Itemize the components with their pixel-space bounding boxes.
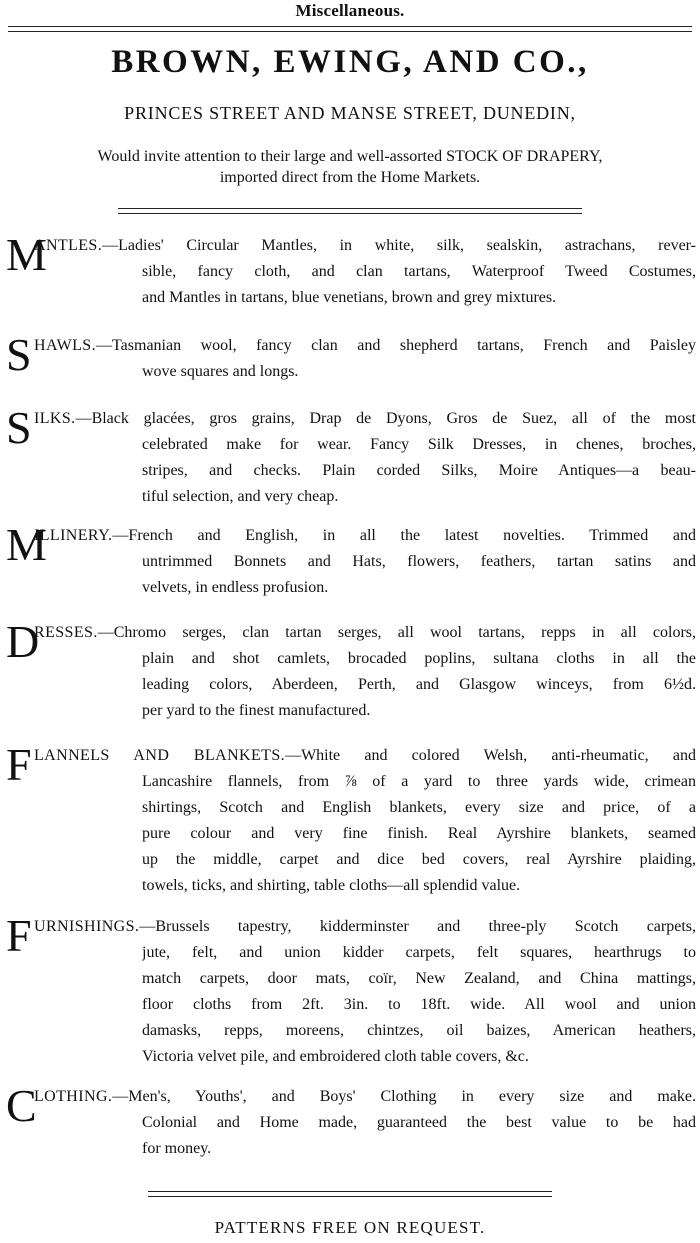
intro-line: imported direct from the Home Markets. [219, 169, 481, 186]
section-line: URNISHINGS.—Brussels tapestry, kidderminster and three-ply Scotch carpets, [34, 918, 696, 935]
section-line: and Mantles in tartans, blue venetians, brown and grey mixtures. [142, 289, 557, 306]
intro-text [0, 146, 700, 188]
section-line: per yard to the finest manufactured. [142, 702, 371, 719]
ornamental-rule [148, 1191, 552, 1197]
drop-cap: F [6, 910, 32, 961]
section-heading: LANNELS AND BLANKETS. [34, 747, 286, 764]
section-line: stripes, and checks. Plain corded Silks, Moire Antiques—a beau- [142, 462, 696, 479]
drop-cap: S [6, 402, 32, 453]
section-line: towels, ticks, and shirting, table cloths—all splendid value. [142, 877, 521, 894]
drop-cap: S [6, 329, 32, 380]
section-line: LOTHING.—Men's, Youths', and Boys' Clothing in every size and make. [34, 1088, 696, 1105]
section-line: ILLINERY.—French and English, in all the latest novelties. Trimmed and [34, 527, 696, 544]
section-line: wove squares and longs. [142, 363, 299, 380]
section-line: Lancashire flannels, from ⅞ of a yard to three yards wide, crimean [142, 773, 696, 790]
section-line: for money. [142, 1140, 212, 1157]
section-heading: LOTHING. [34, 1088, 113, 1105]
section-line: jute, felt, and union kidder carpets, felt squares, hearthrugs to [142, 944, 696, 961]
intro-line: Would invite attention to their large and well-assorted STOCK OF DRAPERY, [97, 148, 603, 165]
section-line: Victoria velvet pile, and embroidered cloth table covers, &c. [142, 1048, 529, 1065]
section-line: sible, fancy cloth, and clan tartans, Waterproof Tweed Costumes, [142, 263, 696, 280]
header-rule [8, 26, 692, 32]
section-line: plain and shot camlets, brocaded poplins, sultana cloths in all the [142, 650, 696, 667]
section-line: shirtings, Scotch and English blankets, every size and price, of a [142, 799, 696, 816]
firm-address: PRINCES STREET AND MANSE STREET, DUNEDIN, [124, 103, 576, 123]
section-heading: ILLINERY. [34, 527, 113, 544]
ornamental-rule [118, 208, 582, 214]
section-heading: ANTLES. [34, 237, 103, 254]
section-line: pure colour and very fine finish. Real Ayrshire blankets, seamed [142, 825, 696, 842]
section-heading: RESSES. [34, 624, 98, 641]
footer-note: PATTERNS FREE ON REQUEST. [214, 1218, 486, 1237]
section-line: damasks, repps, moreens, chintzes, oil baizes, American heathers, [142, 1022, 696, 1039]
section-heading: HAWLS. [34, 337, 97, 354]
section-line: ANTLES.—Ladies' Circular Mantles, in white, silk, sealskin, astrachans, rever- [34, 237, 696, 254]
drop-cap: C [6, 1080, 37, 1131]
section-line: leading colors, Aberdeen, Perth, and Glasgow winceys, from 6½d. [142, 676, 696, 693]
section-heading: ILKS. [34, 410, 76, 427]
firm-name: BROWN, EWING, AND CO., [111, 44, 589, 80]
section-line: floor cloths from 2ft. 3in. to 18ft. wide. All wool and union [142, 996, 696, 1013]
section-line: ILKS.—Black glacées, gros grains, Drap de Dyons, Gros de Suez, all of the most [34, 410, 696, 427]
drop-cap: M [6, 519, 47, 570]
section-line: LANNELS AND BLANKETS.—White and colored Welsh, anti-rheumatic, and [34, 747, 696, 764]
section-line: celebrated make for wear. Fancy Silk Dresses, in chenes, broches, [142, 436, 696, 453]
drop-cap: D [6, 616, 40, 667]
section-line: RESSES.—Chromo serges, clan tartan serges, all wool tartans, repps in all colors, [34, 624, 696, 641]
section-heading: URNISHINGS. [34, 918, 140, 935]
running-head: Miscellaneous. [295, 1, 405, 20]
section-line: up the middle, carpet and dice bed covers, real Ayrshire plaiding, [142, 851, 696, 868]
section-line: untrimmed Bonnets and Hats, flowers, feathers, tartan satins and [142, 553, 696, 570]
section-line: match carpets, door mats, coïr, New Zealand, and China mattings, [142, 970, 696, 987]
section-line: HAWLS.—Tasmanian wool, fancy clan and shepherd tartans, French and Paisley [34, 337, 696, 354]
drop-cap: F [6, 739, 32, 790]
section-line: tiful selection, and very cheap. [142, 488, 339, 505]
section-line: velvets, in endless profusion. [142, 579, 329, 596]
drop-cap: M [6, 229, 47, 280]
section-line: Colonial and Home made, guaranteed the best value to be had [142, 1114, 696, 1131]
